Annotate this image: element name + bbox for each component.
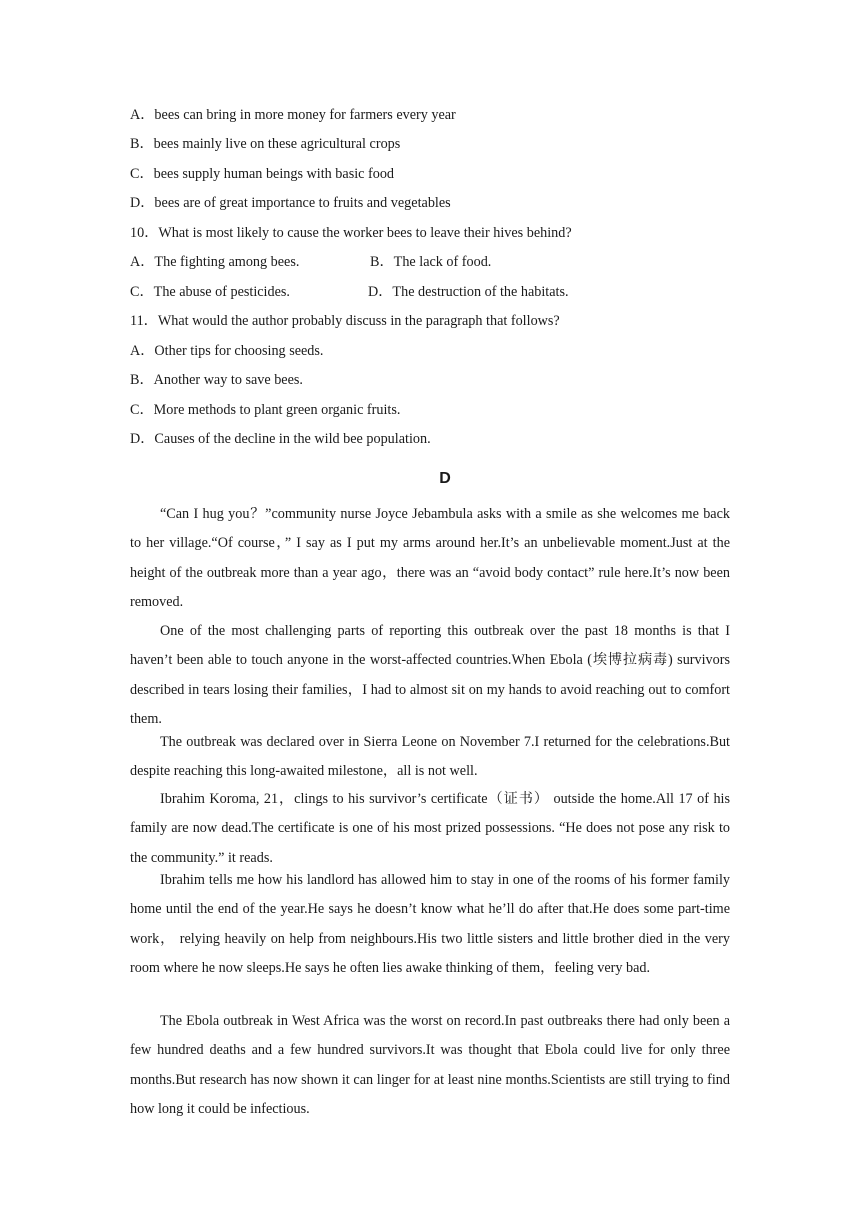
paragraph-4: Ibrahim Koroma, 21，clings to his survivor’s certificate（证书） outside the home.All 17 of his family are now dead.The certificate is one of his most prized possessions. “He does not pose any risk to the community.” it reads. — [130, 791, 730, 866]
q9-option-d: D．bees are of great importance to fruits and vegetables — [130, 195, 451, 211]
q10-option-d: D．The destruction of the habitats. — [368, 284, 569, 300]
section-heading: D — [439, 470, 451, 487]
paragraph-5: Ibrahim tells me how his landlord has allowed him to stay in one of the rooms of his former family home until the end of the year.He says he doesn’t know what he’ll do after that.He does some part-time work， relying heavily on help from neighbours.His two little sisters and little brother died in the very room where he now sleeps.He says he often lies awake thinking of them，feeling very bad. — [130, 872, 730, 976]
q9-option-b: B．bees mainly live on these agricultural crops — [130, 136, 401, 152]
q9-option-c: C．bees supply human beings with basic food — [130, 166, 395, 182]
q10-option-a: A．The fighting among bees. — [130, 254, 300, 270]
paragraph-1: “Can I hug you？”community nurse Joyce Jebambula asks with a smile as she welcomes me back to her village.“Of course，” I say as I put my arms around her.It’s an unbelievable moment.Just at the height of the outbreak more than a year ago，there was an “avoid body contact” rule here.It’s now been removed. — [130, 506, 730, 610]
q10-options-row-2 — [130, 282, 569, 302]
q9-option-a: A．bees can bring in more money for farmers every year — [130, 107, 456, 123]
q10-question: 10．What is most likely to cause the worker bees to leave their hives behind? — [130, 225, 572, 241]
q11-option-a: A．Other tips for choosing seeds. — [130, 343, 324, 359]
q11-question: 11．What would the author probably discuss in the paragraph that follows? — [130, 313, 560, 329]
q11-option-d: D．Causes of the decline in the wild bee population. — [130, 431, 431, 447]
q10-options-row-1 — [130, 252, 491, 272]
q10-option-c: C．The abuse of pesticides. — [130, 284, 290, 300]
q10-option-b: B．The lack of food. — [370, 254, 492, 270]
paragraph-3: The outbreak was declared over in Sierra Leone on November 7.I returned for the celebrations.But despite reaching this long-awaited milestone，all is not well. — [130, 734, 730, 780]
paragraph-2: One of the most challenging parts of reporting this outbreak over the past 18 months is that I haven’t been able to touch anyone in the worst-affected countries.When Ebola (埃博拉病毒) survivors described in tears losing their families，I had to almost sit on my hands to avoid reaching out to comfort them. — [130, 623, 730, 727]
paragraph-6: The Ebola outbreak in West Africa was the worst on record.In past outbreaks there had only been a few hundred deaths and a few hundred survivors.It was thought that Ebola could live for only three months.But research has now shown it can linger for at least nine months.Scientists are still trying to find how long it could be infectious. — [130, 1013, 730, 1117]
q11-option-b: B．Another way to save bees. — [130, 372, 303, 388]
q11-option-c: C．More methods to plant green organic fruits. — [130, 402, 401, 418]
